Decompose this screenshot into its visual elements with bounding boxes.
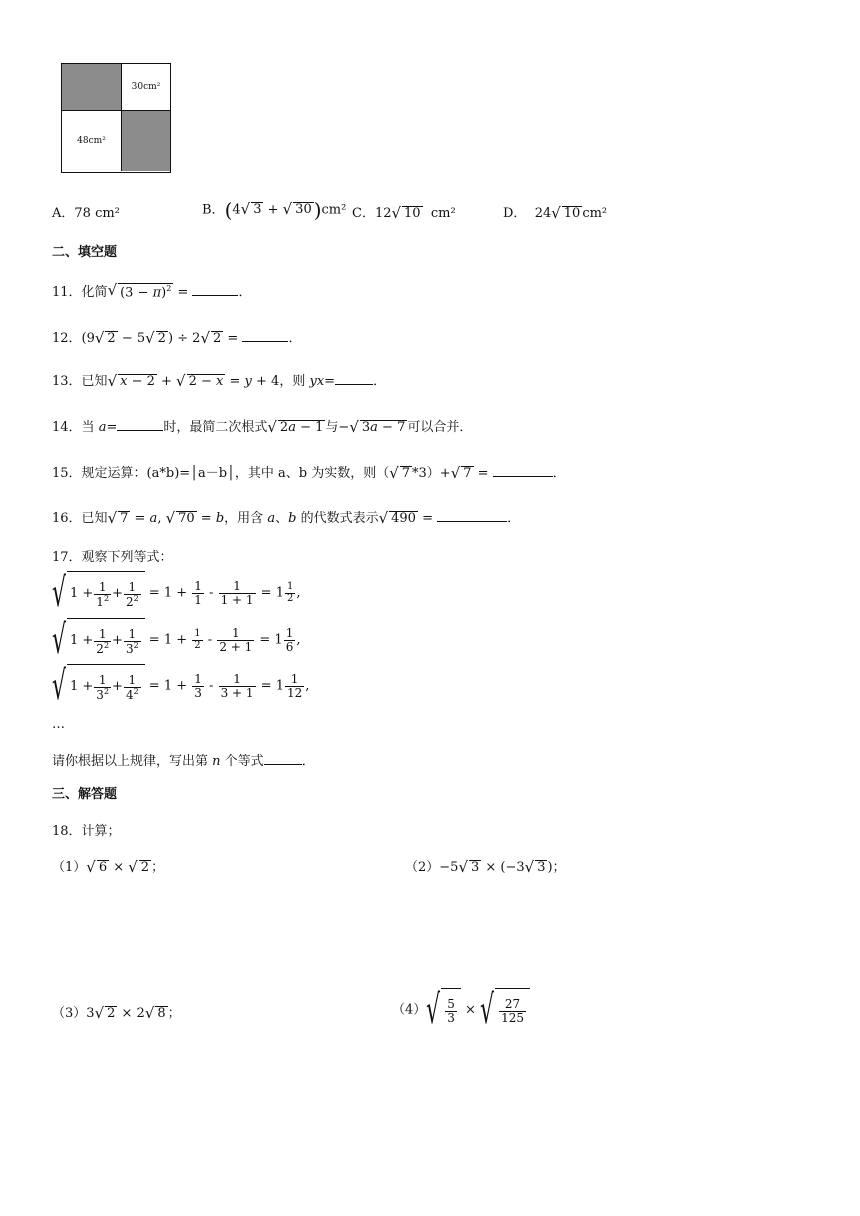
option-b-label: B． (202, 202, 225, 218)
section2-heading: 二、填空题 (52, 245, 118, 260)
q11-blank[interactable] (192, 283, 238, 296)
q17-eq3: √ 1 + $\frac{1}{3^2}$ + $\frac{1}{4^2}$ = 1 + $\frac{1}{3}$ - $\frac{1}{3 + 1}$ = 1 $\frac{1}{12}$ , (52, 663, 310, 709)
option-b-unit: cm² (321, 202, 347, 218)
q13-blank[interactable] (335, 372, 373, 385)
q18-part1: （1） √ 6 × √ 2 ； (52, 857, 165, 876)
q11: 11．化简 √ $(3 - \pi)^2$ = ． (52, 281, 252, 301)
q15: 15．规定运算：(a*b)=│a－b│，其中 a、b 为实数，则（ √ 7 *3）+ √ 7 = ． (52, 463, 566, 482)
q10-option-a[interactable] (52, 202, 120, 221)
q17-blank[interactable] (264, 752, 302, 765)
q17-prompt: 请你根据以上规律，写出第 n 个等式 ． (52, 754, 315, 769)
q17-num: 17． (52, 550, 82, 565)
q12-num: 12． (52, 331, 82, 346)
q18-part2: （2）−5 √ 3 × (−3 √ 3 )； (405, 857, 566, 876)
area-label-48: 48cm² (77, 136, 106, 146)
q17-eq1: √ 1 + $\frac{1}{1^2}$ + $\frac{1}{2^2}$ = 1 + $\frac{1}{1}$ - $\frac{1}{1 + 1}$ = 1 $\frac{1}{2}$ , (52, 570, 301, 616)
option-d-unit: cm² (582, 206, 608, 221)
q11-radical: √ $(3 - \pi)^2$ (107, 281, 172, 301)
q14: 14．当 a= 时，最简二次根式 √ 2a − 1 与− √ 3a − 7 可以合并． (52, 417, 473, 436)
q18-part3: （3）3 √ 2 × 2 √ 8 ； (52, 1003, 181, 1022)
cell-top-right (122, 64, 170, 111)
area-label-30: 30cm² (131, 82, 161, 92)
q13-num: 13． (52, 374, 82, 389)
q17-ellipsis: … (52, 717, 65, 732)
q17-eq2: √ 1 + $\frac{1}{2^2}$ + $\frac{1}{3^2}$ = 1 + $\frac{1}{2}$ - $\frac{1}{2 + 1}$ = 1 $\frac{1}{6}$ , (52, 617, 301, 663)
option-d-label: D． (503, 206, 527, 221)
q14-num: 14． (52, 420, 82, 435)
q11-num: 11． (52, 285, 82, 300)
q16-num: 16． (52, 511, 82, 526)
square-figure (61, 63, 171, 173)
option-a-value: 78 cm² (74, 206, 120, 221)
q14-blank[interactable] (117, 418, 163, 431)
q15-blank[interactable] (493, 464, 553, 477)
cell-bottom-left (62, 111, 122, 171)
option-c-prefix: 12 (374, 206, 392, 221)
q18-num: 18． (52, 824, 82, 839)
q12: 12．(9 √ 2 − 5 √ 2 ) ÷ 2 √ 2 = ． (52, 328, 302, 347)
q10-option-b[interactable]: B．(4 √ 3 + √ 30 )cm² (202, 198, 347, 222)
q18-part4: （4） √ $\frac{5}{3}$ × √ $\frac{27}{125}$ (392, 988, 530, 1032)
q11-text: 化简 (81, 285, 108, 300)
shaded-bottom-right (122, 111, 170, 171)
q12-blank[interactable] (242, 329, 288, 342)
option-c-unit: cm² (430, 206, 456, 221)
q13: 13．已知 √ x − 2 + √ 2 − x = y + 4，则 yx= ． (52, 371, 387, 390)
option-b-expr: ( (224, 198, 233, 222)
section3-heading: 三、解答题 (52, 787, 118, 802)
q10-option-c[interactable]: C．12 √ 10 cm² (352, 203, 456, 222)
q16-blank[interactable] (437, 509, 507, 522)
shaded-top-left (62, 64, 122, 111)
q16: 16．已知 √ 7 = a, √ 70 = b，用含 a、b 的代数式表示 √ 490 = ． (52, 508, 521, 527)
option-a-label: A． (52, 206, 75, 221)
q10-option-d[interactable]: D． 24 √ 10 cm² (503, 203, 608, 222)
option-d-prefix: 24 (534, 206, 552, 221)
q15-num: 15． (52, 466, 82, 481)
option-c-label: C． (352, 206, 375, 221)
q18-header: 18．计算； (52, 824, 121, 839)
q17-header: 17．观察下列等式： (52, 550, 173, 565)
